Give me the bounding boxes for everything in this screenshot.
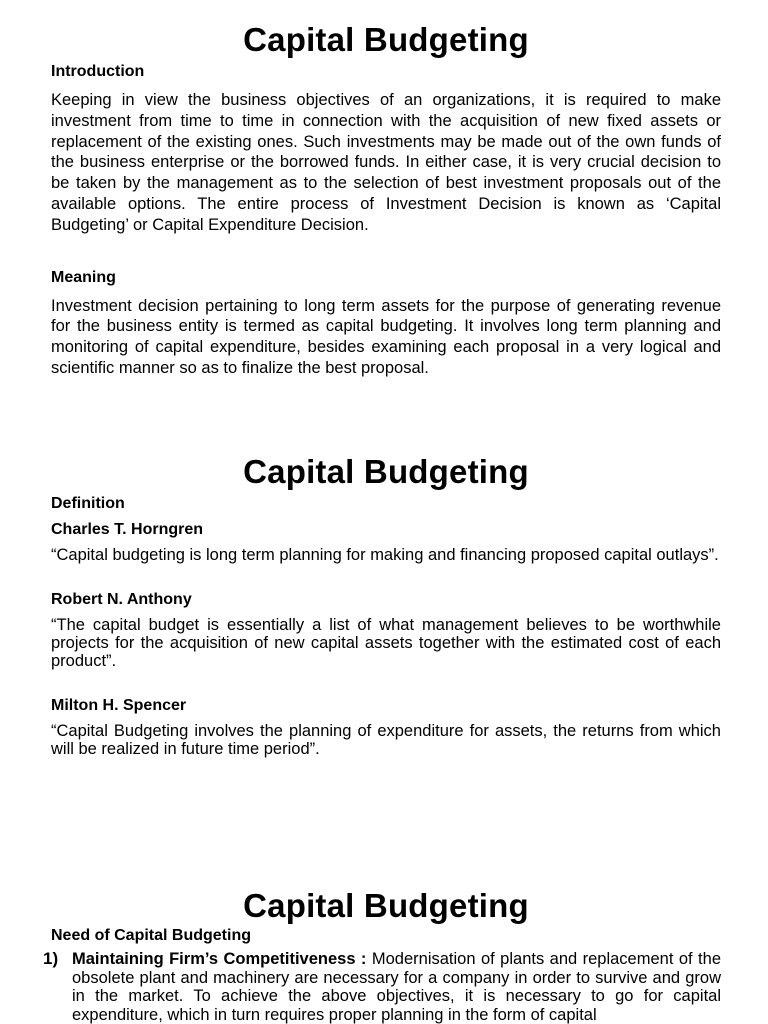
meaning-paragraph: Investment decision pertaining to long term assets for the purpose of generating revenue for the business entity is termed as capital budgeting. It involves long term planning and monitoring of capital expenditure, besides examining each proposal in a very logical and scientific manner so as to finalize the best proposal. (51, 296, 721, 377)
slide-title: Capital Budgeting (243, 453, 529, 490)
point-number: 1) (43, 949, 59, 968)
slide-introduction (51, 20, 721, 379)
definition-author: Milton H. Spencer (51, 697, 187, 714)
definition-block (51, 520, 721, 564)
slide-title: Capital Budgeting (243, 887, 529, 924)
definition-block (51, 696, 721, 758)
need-point (43, 949, 721, 1024)
slide-title: Capital Budgeting (243, 21, 529, 58)
section-heading-meaning: Meaning (51, 268, 116, 286)
definition-author: Charles T. Horngren (51, 521, 204, 538)
definition-quote: “Capital budgeting is long term planning for making and financing proposed capital outlays”. (51, 546, 719, 564)
section-heading-introduction: Introduction (51, 63, 145, 80)
introduction-paragraph: Keeping in view the business objectives of an organizations, it is required to make investment from time to time in connection with the acquisition of new fixed assets or replacement of the existing ones. Such investments may be made out of the own funds of the business enterprise or the borrowed funds. In either case, it is very crucial decision to be taken by the management as to the selection of best investment proposals out of the available options. The entire process of Investment Decision is known as ‘Capital Budgeting’ or Capital Expenditure Decision. (51, 91, 721, 234)
definition-block (51, 590, 721, 670)
slide-definition (51, 452, 721, 784)
point-text: Modernisation of plants and replacement of the obsolete plant and machinery are necessary for a company in order to survive and grow in the market. To achieve the above objectives, it is necessary to go for capital expenditure, which in turn requires proper planning in the form of capital (72, 950, 721, 1024)
point-body (72, 950, 721, 1024)
definition-author: Robert N. Anthony (51, 591, 192, 608)
section-heading-definition: Definition (51, 495, 125, 512)
section-heading-need: Need of Capital Budgeting (51, 927, 251, 944)
point-label: Maintaining Firm’s Competitiveness : (72, 950, 367, 968)
definition-quote: “Capital Budgeting involves the planning of expenditure for assets, the returns from which will be realized in future time period”. (51, 722, 721, 758)
definition-quote: “The capital budget is essentially a list of what management believes to be worthwhile projects for the acquisition of new capital assets together with the estimated cost of each product”. (51, 616, 721, 670)
slide-need (43, 886, 721, 1024)
